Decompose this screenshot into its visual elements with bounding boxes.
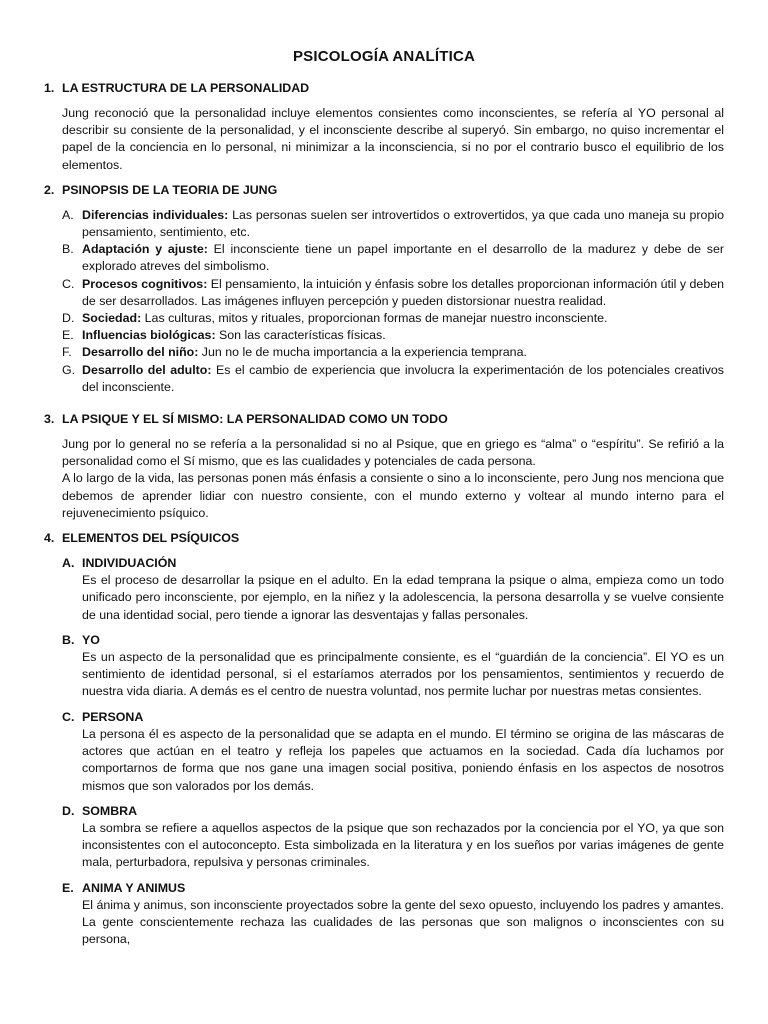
list-text: El inconsciente tiene un papel importante en el desarrollo de la madurez y debe de ser explorado atreves del simbolismo. bbox=[82, 242, 724, 274]
section-title: LA PSIQUE Y EL SÍ MISMO: LA PERSONALIDAD COMO UN TODO bbox=[62, 412, 448, 427]
list-item bbox=[62, 362, 724, 396]
subsection-text: Es el proceso de desarrollar la psique en el adulto. En la edad temprana la psique o alma, empieza como un todo unificado pero inconsciente, por ejemplo, en la niñez y la adolescencia, la persona desarrolla y se vuelve consiente de una identidad social, pero tiende a ignorar las desventajas y fallas personales. bbox=[82, 573, 724, 622]
list-term: Influencias biológicas: bbox=[82, 328, 216, 343]
subsection-individuacion bbox=[62, 555, 724, 624]
section-title: PSINOPSIS DE LA TEORIA DE JUNG bbox=[62, 182, 278, 197]
section-paragraph: A lo largo de la vida, las personas ponen más énfasis a consiente o sino a lo inconsciente, pero Jung nos menciona que debemos de aprender lidiar con nuestro consiente, con el mundo externo y voltear al mundo interno para el rejuvenecimiento psíquico. bbox=[62, 471, 724, 520]
subsection-anima-animus bbox=[62, 880, 724, 949]
list-item bbox=[62, 207, 724, 241]
list-term: Desarrollo del niño: bbox=[82, 345, 199, 360]
list-item bbox=[62, 344, 724, 361]
subsection-heading bbox=[62, 709, 724, 726]
subsection-persona bbox=[62, 709, 724, 795]
subsection-title: YO bbox=[82, 632, 100, 647]
section-heading bbox=[44, 183, 724, 197]
list-term: Diferencias individuales: bbox=[82, 207, 229, 222]
subsection-title: SOMBRA bbox=[82, 803, 138, 818]
list-term: Desarrollo del adulto: bbox=[82, 362, 212, 377]
list-marker: D. bbox=[62, 311, 75, 326]
section-paragraph: Jung reconoció que la personalidad incluye elementos consientes como inconscientes, se refería al YO personal al describir su consiente de la personalidad, y el inconsciente describe al superyó. Sin embargo, no quiso incrementar el papel de la conciencia en lo personal, ni minimizar a la inconsciencia, si no por el contrario busco el equilibrio de los elementos. bbox=[62, 106, 724, 172]
section-number: 1. bbox=[44, 81, 55, 95]
list-text: Son las características físicas. bbox=[215, 328, 386, 343]
subsection-text: El ánima y animus, son inconsciente proyectados sobre la gente del sexo opuesto, incluyendo los padres y amantes. La gente conscientemente rechaza las cualidades de las personas que son malignos o inconscientes con su persona, bbox=[82, 897, 724, 947]
list-text: Es el cambio de experiencia que involucra la experimentación de los potenciales creativos del inconsciente. bbox=[82, 362, 724, 394]
section-elementos-psiquicos bbox=[44, 531, 724, 948]
subsection-title: PERSONA bbox=[82, 709, 144, 724]
subsection-title: ANIMA Y ANIMUS bbox=[82, 880, 186, 895]
subsection-yo bbox=[62, 632, 724, 701]
list-term: Procesos cognitivos: bbox=[82, 276, 208, 291]
list-item bbox=[62, 310, 724, 327]
section-heading bbox=[44, 81, 724, 95]
subsection-marker: D. bbox=[62, 803, 75, 818]
list-item bbox=[62, 241, 724, 275]
subsection-marker: A. bbox=[62, 556, 75, 571]
subsection-heading bbox=[62, 803, 724, 820]
list-text: El pensamiento, la intuición y énfasis sobre los detalles proporcionan información útil y deben de ser desarrollados. Las imágenes influyen percepción y pueden distorsionar nuestra realidad. bbox=[82, 276, 724, 308]
section-number: 4. bbox=[44, 531, 55, 546]
subsection-heading bbox=[62, 880, 724, 897]
subsection-sombra bbox=[62, 803, 724, 872]
subsection-text: La persona él es aspecto de la personalidad que se adapta en el mundo. El término se origina de las máscaras de actores que actúan en el teatro y refleja los papeles que actuamos en la sociedad. Cada día luchamos por comportarnos de forma que nos gane una imagen social positiva, poniendo énfasis en los aspectos de nosotros mismos que son valorados por los demás. bbox=[82, 726, 724, 793]
list-marker: B. bbox=[62, 242, 74, 257]
list-item bbox=[62, 327, 724, 344]
subsection-marker: B. bbox=[62, 632, 75, 647]
section-paragraph: Jung por lo general no se refería a la personalidad si no al Psique, que en griego es “alma” o “espíritu”. Se refirió a la personalidad como el Sí mismo, que es las cualidades y potenciales de cada persona. bbox=[62, 437, 724, 469]
subsection-heading bbox=[62, 555, 724, 572]
page-title: PSICOLOGÍA ANALÍTICA bbox=[292, 48, 476, 65]
list-term: Adaptación y ajuste: bbox=[82, 242, 208, 257]
list-marker: F. bbox=[62, 345, 72, 360]
section-heading bbox=[44, 412, 724, 426]
list-item bbox=[62, 276, 724, 310]
list-marker: E. bbox=[62, 328, 74, 343]
subsection-text: Es un aspecto de la personalidad que es principalmente consiente, es el “guardián de la conciencia”. El YO es un sentimiento de identidad personal, si el estaríamos aterrados por los pensamientos, sentimientos y recuerdo de nuestra vida diaria. A demás es el centro de nuestra voluntad, nos permite luchar por nuestras metas consientes. bbox=[82, 650, 724, 699]
section-sinopsis-teoria bbox=[44, 183, 724, 396]
list-marker: G. bbox=[62, 362, 76, 377]
subsection-heading bbox=[62, 632, 724, 649]
section-psique-si-mismo bbox=[44, 412, 724, 522]
subsection-text: La sombra se refiere a aquellos aspectos de la psique que son rechazados por la conciencia por el YO, ya que son inconsistentes con el autoconcepto. Esta simbolizada en la literatura y en los sueños por varias imágenes de gente mala, perturbadora, repulsiva y personas criminales. bbox=[82, 820, 724, 870]
section-title: ELEMENTOS DEL PSÍQUICOS bbox=[62, 531, 240, 546]
subsection-title: INDIVIDUACIÓN bbox=[82, 556, 177, 571]
synopsis-list bbox=[62, 207, 724, 396]
list-text: Las culturas, mitos y rituales, proporcionan formas de manejar nuestro inconsciente. bbox=[141, 311, 608, 326]
list-marker: C. bbox=[62, 276, 75, 291]
section-estructura-personalidad bbox=[44, 81, 724, 174]
subsection-marker: E. bbox=[62, 880, 74, 895]
subsection-marker: C. bbox=[62, 709, 75, 724]
section-heading bbox=[44, 531, 724, 545]
section-number: 2. bbox=[44, 182, 55, 197]
list-marker: A. bbox=[62, 207, 74, 222]
list-text: Las personas suelen ser introvertidos o extrovertidos, ya que cada uno maneja su propio pensamiento, sentimiento, etc. bbox=[82, 207, 724, 240]
list-text: Jun no le de mucha importancia a la experiencia temprana. bbox=[198, 345, 527, 360]
section-number: 3. bbox=[44, 412, 55, 427]
section-title: LA ESTRUCTURA DE LA PERSONALIDAD bbox=[62, 81, 310, 95]
list-term: Sociedad: bbox=[82, 311, 142, 326]
